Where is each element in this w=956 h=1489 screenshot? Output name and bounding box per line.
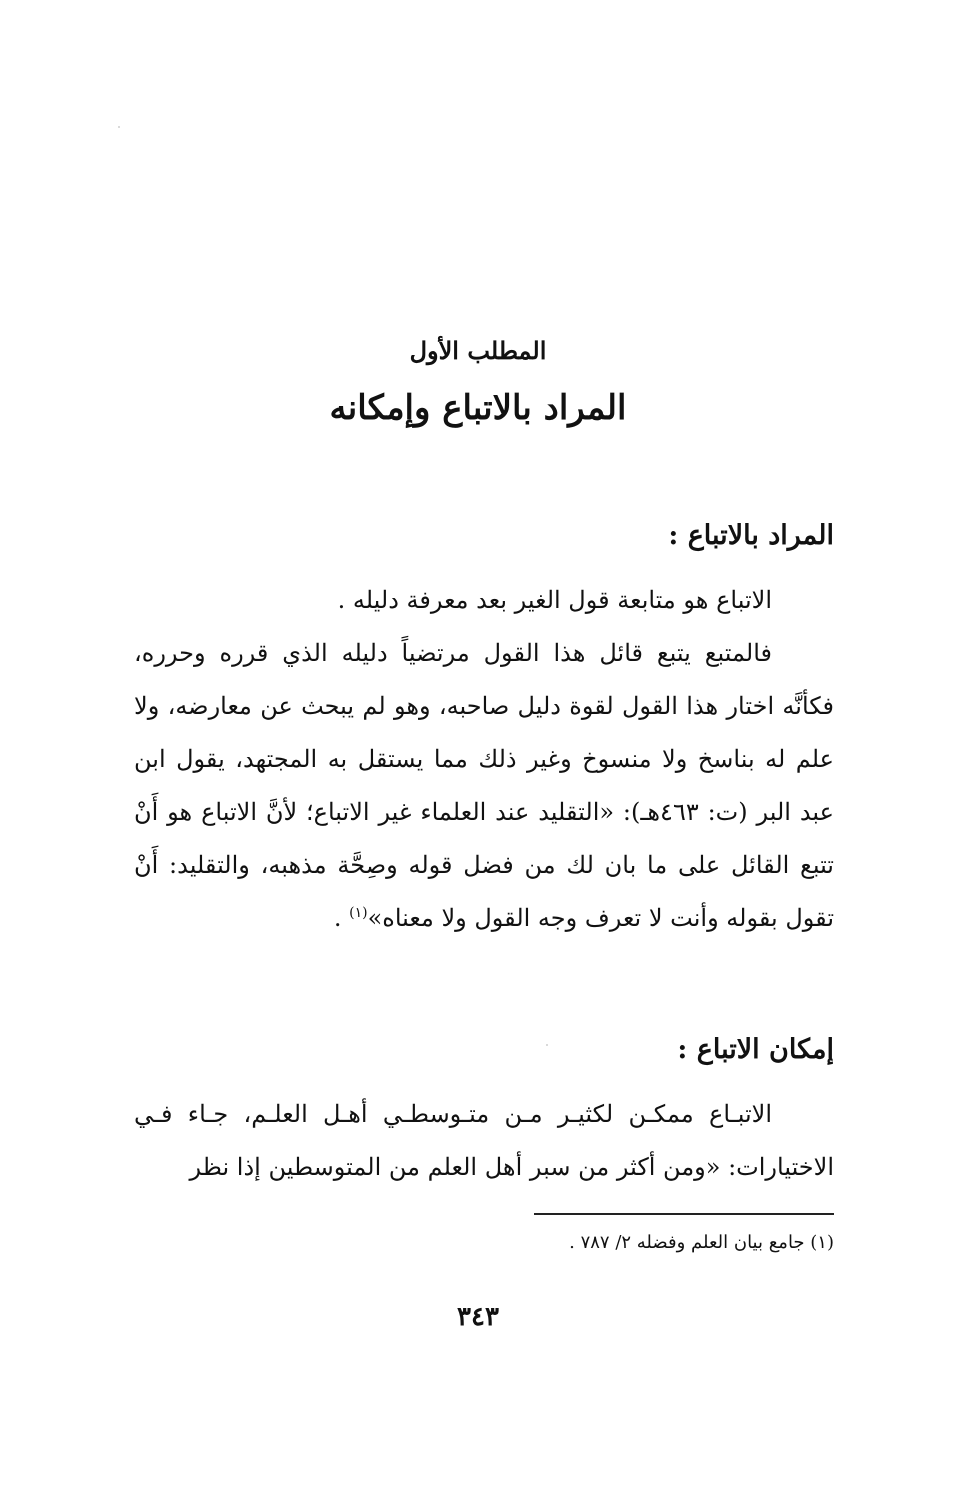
footnote-divider: [534, 1213, 834, 1215]
scan-speck: [118, 126, 120, 128]
footnote-marker: (١): [349, 905, 368, 921]
page-number: ٣٤٣: [457, 1302, 499, 1332]
possibility-paragraph: الاتبـاع ممكـن لكثيـر مـن متـوسطـي أهـل العلـم، جـاء فـي الاختيارات: «ومن أكثر من سبر أهل العلم من المتوسطين إذا نظر: [134, 1100, 834, 1181]
chapter-label: المطلب الأول: [409, 336, 547, 365]
explanation-text: فالمتبع يتبع قائل هذا القول مرتضياً دليله الذي قرره وحرره، فكأنَّه اختار هذا القول لقوة دليل صاحبه، وهو لم يبحث عن معارضه، ولا علم له بناسخ ولا منسوخ وغير ذلك مما يستقل به المجتهد، يقول ابن عبد البر (ت: ٤٦٣هـ): «التقليد عند العلماء غير الاتباع؛ لأنَّ الاتباع هو أَنْ تتبع القائل على ما بان لك من فضل قوله وصِحَّة مذهبه، والتقليد: أَنْ تقول بقوله وأنت لا تعرف وجه القول ولا معناه»: [134, 639, 834, 932]
section-heading-possibility: إمكان الاتباع :: [677, 1034, 834, 1065]
chapter-title: المراد بالاتباع وإمكانه: [329, 388, 627, 428]
section-body-possibility: [134, 1088, 834, 1194]
explanation-end: .: [333, 904, 350, 932]
scan-speck: [546, 1044, 548, 1046]
section-heading-meaning: المراد بالاتباع :: [668, 520, 834, 551]
section-body-meaning: [134, 574, 834, 945]
explanation-paragraph: [134, 627, 834, 945]
footnote: (١) جامع بيان العلم وفضله ٢/ ٧٨٧ .: [569, 1232, 834, 1253]
definition-paragraph: الاتباع هو متابعة قول الغير بعد معرفة دليله .: [337, 586, 772, 614]
